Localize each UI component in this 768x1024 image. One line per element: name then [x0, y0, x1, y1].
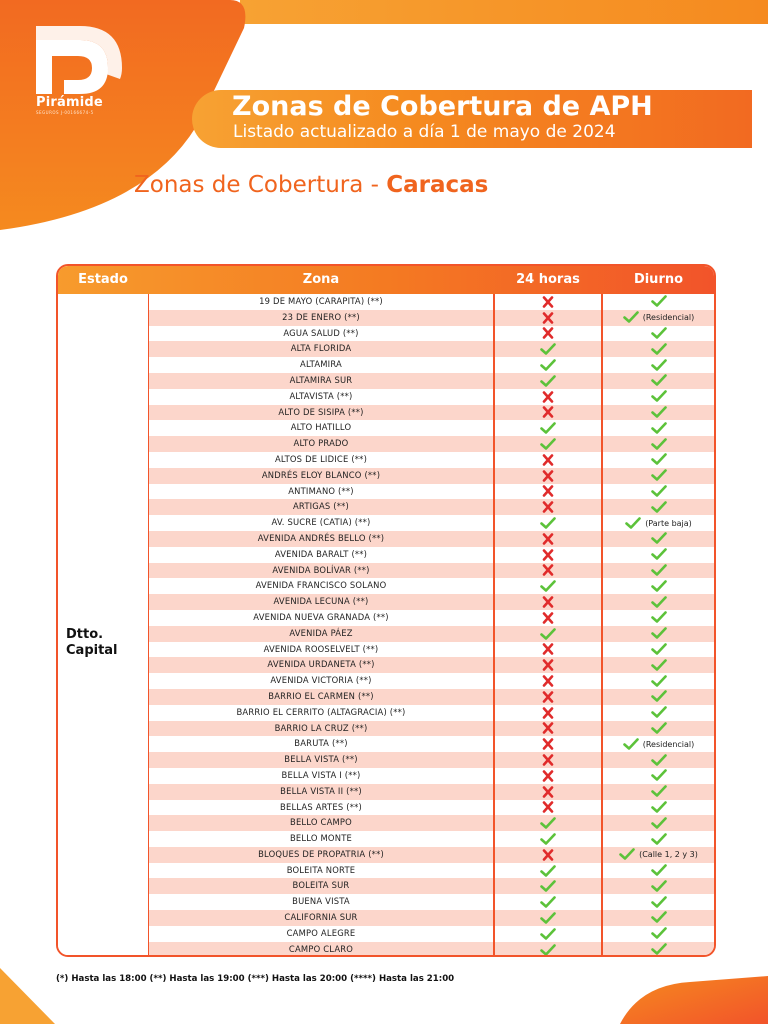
zona-cell: AVENIDA VICTORIA (**) — [149, 673, 495, 689]
zona-cell: ALTAMIRA SUR — [149, 373, 495, 389]
cross-icon — [495, 800, 603, 816]
diurno-note: (Calle 1, 2 y 3) — [639, 850, 698, 860]
zona-cell: CAMPO CLARO — [149, 942, 495, 957]
zona-cell: ALTO HATILLO — [149, 420, 495, 436]
section-prefix: Zonas de Cobertura - — [134, 172, 387, 198]
table-header — [58, 266, 714, 294]
table-row — [149, 815, 714, 831]
zona-cell: ALTAVISTA (**) — [149, 389, 495, 405]
cross-icon — [495, 705, 603, 721]
estado-line-1: Dtto. — [66, 627, 104, 642]
cross-icon — [495, 389, 603, 405]
table-row — [149, 547, 714, 563]
zona-cell: ANDRÉS ELOY BLANCO (**) — [149, 468, 495, 484]
zona-cell: AVENIDA ROOSELVELT (**) — [149, 642, 495, 658]
cross-icon — [495, 310, 603, 326]
zona-cell: BOLEITA NORTE — [149, 863, 495, 879]
header-zona: Zona — [302, 272, 340, 287]
check-icon — [651, 940, 667, 957]
zona-cell: BARRIO EL CARMEN (**) — [149, 689, 495, 705]
cross-icon — [495, 484, 603, 500]
cross-icon — [495, 642, 603, 658]
diurno-note: (Residencial) — [642, 739, 695, 749]
table-row — [149, 689, 714, 705]
zona-cell: 19 DE MAYO (CARAPITA) (**) — [149, 294, 495, 310]
cross-icon — [495, 673, 603, 689]
diurno-cell — [603, 499, 714, 515]
cross-icon — [495, 405, 603, 421]
table-row — [149, 926, 714, 942]
table-row — [149, 768, 714, 784]
cross-icon — [495, 499, 603, 515]
cross-icon — [495, 563, 603, 579]
table-row — [149, 420, 714, 436]
table-row — [149, 515, 714, 531]
table-row — [149, 878, 714, 894]
table-row — [149, 942, 714, 957]
zona-cell: BELLA VISTA I (**) — [149, 768, 495, 784]
zona-cell: BELLA VISTA II (**) — [149, 784, 495, 800]
estado-column — [58, 294, 149, 957]
table-row — [149, 752, 714, 768]
check-icon — [651, 830, 667, 849]
table-row — [149, 405, 714, 421]
zona-cell: AVENIDA NUEVA GRANADA (**) — [149, 610, 495, 626]
table-row — [149, 642, 714, 658]
cross-icon — [495, 468, 603, 484]
zona-cell: BELLAS ARTES (**) — [149, 800, 495, 816]
check-icon — [623, 308, 639, 327]
cross-icon — [495, 721, 603, 737]
table-row — [149, 436, 714, 452]
table-row — [149, 863, 714, 879]
table-row — [149, 310, 714, 326]
header-24-horas: 24 horas — [516, 272, 580, 287]
cross-icon — [495, 294, 603, 310]
check-icon — [651, 292, 667, 311]
zona-cell: AGUA SALUD (**) — [149, 326, 495, 342]
check-icon — [495, 515, 603, 531]
estado-line-2: Capital — [66, 643, 118, 658]
zona-cell: BARUTA (**) — [149, 736, 495, 752]
cross-icon — [495, 784, 603, 800]
table-row — [149, 673, 714, 689]
table-row — [149, 468, 714, 484]
brand-name: Pirámide — [36, 95, 103, 110]
table-row — [149, 531, 714, 547]
footnote: (*) Hasta las 18:00 (**) Hasta las 19:00 (***) Hasta las 20:00 (****) Hasta las 21:00 — [56, 974, 455, 984]
zona-cell: AVENIDA URDANETA (**) — [149, 657, 495, 673]
table-row — [149, 736, 714, 752]
zona-cell: CAMPO ALEGRE — [149, 926, 495, 942]
cross-icon — [495, 452, 603, 468]
zona-cell: BARRIO LA CRUZ (**) — [149, 721, 495, 737]
table-row — [149, 389, 714, 405]
section-heading — [134, 172, 488, 198]
table-row — [149, 784, 714, 800]
zona-cell: AVENIDA BARALT (**) — [149, 547, 495, 563]
zona-cell: BELLO CAMPO — [149, 815, 495, 831]
table-body — [149, 294, 714, 957]
check-icon — [495, 863, 603, 879]
table-row — [149, 357, 714, 373]
table-row — [149, 800, 714, 816]
zona-cell: ALTA FLORIDA — [149, 341, 495, 357]
check-icon — [651, 719, 667, 738]
check-icon — [495, 815, 603, 831]
check-icon — [495, 420, 603, 436]
table-row — [149, 626, 714, 642]
header-estado: Estado — [78, 272, 128, 287]
estado-label — [66, 627, 118, 659]
zona-cell: AVENIDA LECUNA (**) — [149, 594, 495, 610]
check-icon — [495, 831, 603, 847]
table-row — [149, 326, 714, 342]
table-row — [149, 657, 714, 673]
check-icon — [623, 735, 639, 754]
zona-cell: BLOQUES DE PROPATRIA (**) — [149, 847, 495, 863]
zona-cell: ARTIGAS (**) — [149, 499, 495, 515]
table-row — [149, 910, 714, 926]
cross-icon — [495, 531, 603, 547]
zona-cell: ALTAMIRA — [149, 357, 495, 373]
check-icon — [495, 373, 603, 389]
cross-icon — [495, 752, 603, 768]
cross-icon — [495, 547, 603, 563]
cross-icon — [495, 610, 603, 626]
check-icon — [495, 926, 603, 942]
table-row — [149, 705, 714, 721]
zona-cell: AVENIDA FRANCISCO SOLANO — [149, 578, 495, 594]
cross-icon — [495, 736, 603, 752]
zona-cell: BUENA VISTA — [149, 894, 495, 910]
zona-cell: ALTOS DE LIDICE (**) — [149, 452, 495, 468]
table-row — [149, 594, 714, 610]
check-icon — [495, 942, 603, 957]
page-title: Zonas de Cobertura de APH — [232, 91, 653, 122]
zona-cell: AVENIDA ANDRÉS BELLO (**) — [149, 531, 495, 547]
zona-cell: AVENIDA BOLÍVAR (**) — [149, 563, 495, 579]
zona-cell: ALTO PRADO — [149, 436, 495, 452]
zona-cell: ANTIMANO (**) — [149, 484, 495, 500]
check-icon — [495, 910, 603, 926]
zona-cell: BARRIO EL CERRITO (ALTAGRACIA) (**) — [149, 705, 495, 721]
zona-cell: AVENIDA PÁEZ — [149, 626, 495, 642]
diurno-note: (Parte baja) — [645, 518, 692, 528]
header-diurno: Diurno — [633, 272, 684, 287]
table-row — [149, 563, 714, 579]
check-icon — [495, 578, 603, 594]
coverage-table — [56, 264, 716, 957]
brand-subtitle: SEGUROS J-00166674-5 — [36, 110, 94, 115]
zona-cell: 23 DE ENERO (**) — [149, 310, 495, 326]
zona-cell: CALIFORNIA SUR — [149, 910, 495, 926]
cross-icon — [495, 689, 603, 705]
check-icon — [495, 436, 603, 452]
check-icon — [619, 845, 635, 864]
check-icon — [495, 357, 603, 373]
cross-icon — [495, 768, 603, 784]
diurno-cell — [603, 721, 714, 737]
cross-icon — [495, 326, 603, 342]
cross-icon — [495, 594, 603, 610]
zona-cell: BELLO MONTE — [149, 831, 495, 847]
check-icon — [651, 498, 667, 517]
check-icon — [495, 341, 603, 357]
table-row — [149, 452, 714, 468]
table-row — [149, 484, 714, 500]
table-row — [149, 373, 714, 389]
check-icon — [495, 626, 603, 642]
cross-icon — [495, 847, 603, 863]
diurno-note: (Residencial) — [642, 313, 695, 323]
check-icon — [625, 514, 641, 533]
zona-cell: BOLEITA SUR — [149, 878, 495, 894]
table-row — [149, 847, 714, 863]
table-row — [149, 610, 714, 626]
zona-cell: AV. SUCRE (CATIA) (**) — [149, 515, 495, 531]
diurno-cell — [603, 294, 714, 310]
table-row — [149, 578, 714, 594]
table-row — [149, 341, 714, 357]
check-icon — [495, 894, 603, 910]
cross-icon — [495, 657, 603, 673]
diurno-cell — [603, 942, 714, 957]
table-row — [149, 894, 714, 910]
section-city: Caracas — [386, 172, 489, 198]
check-icon — [495, 878, 603, 894]
page-subtitle: Listado actualizado a día 1 de mayo de 2024 — [233, 122, 616, 142]
zona-cell: BELLA VISTA (**) — [149, 752, 495, 768]
zona-cell: ALTO DE SISIPA (**) — [149, 405, 495, 421]
